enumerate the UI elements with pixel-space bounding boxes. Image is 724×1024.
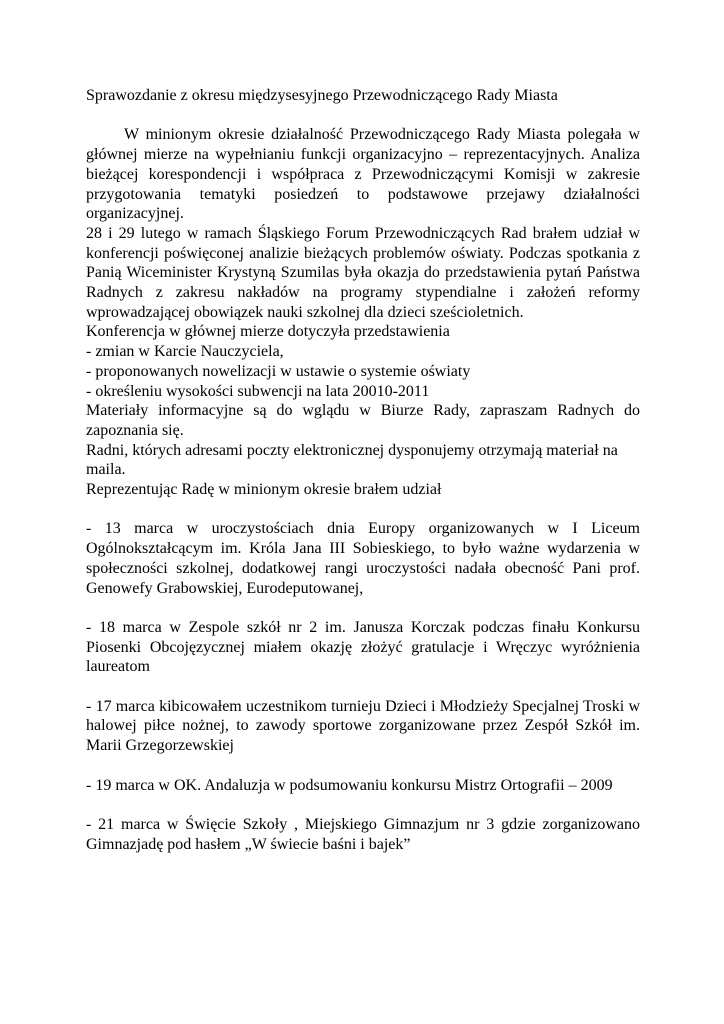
conference-item: - proponowanych nowelizacji w ustawie o systemie oświaty	[86, 362, 471, 380]
materials-paragraph: Materiały informacyjne są do wglądu w Biurze Rady, zapraszam Radnych do zapoznania się.	[86, 402, 640, 439]
representing-paragraph: Reprezentując Radę w minionym okresie brałem udział	[86, 481, 442, 499]
radni-paragraph: Radni, których adresami poczty elektronicznej dysponujemy otrzymają materiał na maila.	[86, 441, 618, 479]
event-item: - 17 marca kibicowałem uczestnikom turnieju Dzieci i Młodzieży Specjalnej Troski w halowej piłce nożnej, to zawody sportowe zorganizowane przez Zespół Szkół im. Marii Grzegorzewskiej	[86, 697, 640, 755]
document-title: Sprawozdanie z okresu międzysesyjnego Przewodniczącego Rady Miasta	[86, 87, 558, 104]
document-page	[86, 86, 640, 854]
conference-item: - zmian w Karcie Nauczyciela,	[86, 343, 284, 361]
event-item: - 21 marca w Święcie Szkoły , Miejskiego Gimnazjum nr 3 gdzie zorganizowano Gimnazjadę pod hasłem „W świecie baśni i bajek”	[86, 815, 640, 853]
conference-intro: Konferencja w głównej mierze dotyczyła przedstawienia	[86, 323, 450, 341]
event-item: - 13 marca w uroczystościach dnia Europy organizowanych w I Liceum Ogólnokształcącym im. Króla Jana III Sobieskiego, to było ważne wydarzenia w społeczności szkolnej, dodatkowej rangi uroczystości nadała obecność Pani prof. Genowefy Grabowskiej, Eurodeputowanej,	[86, 520, 640, 597]
conference-item: - określeniu wysokości subwencji na lata 20010-2011	[86, 382, 430, 400]
forum-paragraph: 28 i 29 lutego w ramach Śląskiego Forum Przewodniczących Rad brałem udział w konferencji poświęconej analizie bieżących problemów oświaty. Podczas spotkania z Panią Wiceminister Krystyną Szumilas była okazja do przedstawienia pytań Państwa Radnych z zakresu nakładów na programy stypendialne i założeń reformy wprowadzającej obowiązek nauki szkolnej dla dzieci sześcioletnich.	[86, 224, 640, 321]
event-item: - 19 marca w OK. Andaluzja w podsumowaniu konkursu Mistrz Ortografii – 2009	[86, 776, 613, 794]
event-item: - 18 marca w Zespole szkół nr 2 im. Janusza Korczak podczas finału Konkursu Piosenki Obcojęzycznej miałem okazję złożyć gratulacje i Wręczyc wyróżnienia laureatom	[86, 618, 640, 676]
intro-paragraph: W minionym okresie działalność Przewodniczącego Rady Miasta polegała w głównej mierze na wypełnianiu funkcji organizacyjno – reprezentacyjnych. Analiza bieżącej korespondencji i współpraca z Przewodniczącymi Komisji w zakresie przygotowania tematyki posiedzeń to podstawowe przejawy działalności organizacyjnej.	[86, 126, 640, 223]
